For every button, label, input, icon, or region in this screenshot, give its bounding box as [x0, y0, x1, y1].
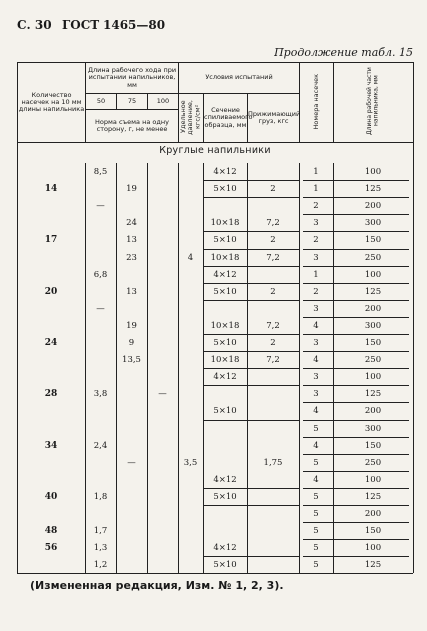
table-cell-l75: 19 [126, 320, 137, 331]
table-continuation: Продолжение табл. 15 [274, 46, 413, 59]
table-cell-l100: — [158, 389, 167, 400]
table-cell-load: 7,2 [266, 252, 280, 263]
table-cell-len: 150 [364, 235, 382, 246]
row-rule [303, 317, 409, 318]
row-rule [303, 437, 409, 438]
section-title: Круглые напильники [159, 145, 271, 156]
table-cell-l50: 6,8 [93, 269, 108, 280]
table-cell-l75: 24 [126, 218, 137, 229]
table-cell-count: 56 [44, 543, 58, 554]
table-cell-l50: 1,7 [93, 526, 108, 537]
table-cell-load: 2 [270, 338, 276, 348]
table-cell-count: 48 [44, 526, 58, 537]
table-cell-section: 5×10 [213, 286, 237, 297]
table-cell-len: 150 [364, 440, 382, 451]
row-rule [203, 556, 299, 557]
row-rule [303, 334, 409, 335]
row-rule [303, 471, 409, 472]
table-cell-num: 5 [313, 560, 319, 571]
row-rule [303, 420, 409, 421]
row-rule [203, 197, 299, 198]
row-rule [203, 488, 299, 489]
table-cell-len: 125 [364, 389, 382, 400]
table-cell-num: 4 [313, 355, 319, 366]
header-length-75: 75 [117, 94, 148, 110]
row-rule [303, 556, 409, 557]
table-cell-num: 5 [313, 423, 319, 434]
table-cell-num: 5 [313, 457, 319, 468]
table-cell-num: 3 [313, 218, 319, 229]
table-cell-len: 200 [364, 406, 382, 417]
table-cell-l75: 13,5 [122, 355, 141, 366]
header-length-100: 100 [148, 94, 179, 110]
table-cell-len: 125 [364, 560, 382, 571]
row-rule [203, 368, 299, 369]
table-cell-num: 3 [313, 372, 319, 383]
table-cell-len: 200 [364, 303, 382, 314]
gost-label: ГОСТ [62, 18, 100, 32]
table-cell-pressure: 4 [187, 252, 194, 263]
table-cell-section: 10×18 [210, 218, 240, 229]
table-cell-section: 10×18 [210, 320, 240, 331]
table-cell-section: 4×12 [213, 269, 237, 280]
table-cell-len: 300 [364, 423, 382, 434]
table-cell-section: 5×10 [213, 406, 237, 417]
row-rule [303, 385, 409, 386]
header-cut-numbers: Номера насечек [300, 63, 334, 143]
table-cell-num: 3 [313, 389, 319, 400]
row-rule [203, 300, 299, 301]
row-rule [203, 573, 299, 574]
table-cell-count: 24 [44, 338, 58, 348]
table-cell-section: 5×10 [213, 235, 237, 246]
table-cell-num: 1 [313, 269, 319, 280]
table-cell-pressure: 3,5 [183, 457, 198, 468]
column-rule [178, 163, 179, 573]
table-cell-len: 125 [364, 184, 382, 195]
row-rule [203, 180, 299, 181]
table-cell-count: 20 [44, 286, 58, 297]
table-cell-len: 100 [364, 269, 382, 280]
table-cell-num: 5 [313, 491, 319, 502]
row-rule [303, 539, 409, 540]
table-cell-num: 5 [313, 543, 319, 554]
table-cell-num: 5 [313, 526, 319, 537]
table-cell-len: 125 [364, 491, 382, 502]
header-working-length: Длина рабочего хода при испытании напильников, мм [86, 63, 179, 94]
row-rule [303, 231, 409, 232]
table-cell-l75: 13 [126, 286, 137, 297]
table-cell-load: 2 [270, 235, 276, 246]
row-rule [303, 300, 409, 301]
header-load: Прижимающий груз, кгс [248, 94, 300, 143]
table-cell-num: 1 [313, 167, 319, 177]
table-cell-load: 2 [270, 184, 276, 195]
table-cell-l50: 8,5 [93, 167, 108, 177]
table-cell-num: 5 [313, 509, 319, 519]
table-cell-l75: — [127, 457, 136, 468]
table-cell-num: 4 [313, 406, 319, 417]
table-cell-load: 7,2 [266, 355, 280, 366]
header-working-part-length: Длина рабочей части напильника, мм [334, 63, 414, 143]
table-cell-count: 34 [44, 440, 58, 451]
column-rule [413, 143, 414, 573]
table-cell-l75: 13 [126, 235, 137, 246]
table-cell-section: 5×10 [213, 338, 237, 348]
column-rule [17, 143, 18, 573]
row-rule [303, 522, 409, 523]
table-cell-len: 100 [364, 474, 382, 485]
table-cell-l50: 1,3 [93, 543, 108, 554]
header-file-count: Количество насечек на 10 мм длины напильника [18, 63, 86, 143]
table-cell-len: 200 [364, 509, 382, 519]
table-cell-len: 300 [364, 218, 382, 229]
table-cell-num: 2 [313, 201, 319, 212]
header-removal-norm: Норма съема на одну сторону, г, не менее [86, 110, 179, 143]
row-rule [303, 368, 409, 369]
table-cell-len: 250 [364, 355, 382, 366]
table-cell-num: 3 [313, 303, 319, 314]
table-cell-section: 10×18 [210, 252, 240, 263]
row-rule [203, 420, 299, 421]
table-cell-l50: 1,2 [93, 560, 108, 571]
table-cell-load: 7,2 [266, 218, 280, 229]
amendment-note: (Измененная редакция, Изм. № 1, 2, 3). [30, 579, 284, 592]
table-cell-l75: 9 [128, 338, 135, 348]
table-cell-num: 4 [313, 474, 319, 485]
table-cell-len: 100 [364, 372, 382, 383]
table-cell-len: 100 [364, 543, 382, 554]
table-cell-len: 150 [364, 338, 382, 348]
table-cell-l50: — [96, 303, 105, 314]
table-cell-count: 14 [44, 184, 58, 195]
row-rule [303, 214, 409, 215]
row-rule [303, 505, 409, 506]
table-cell-l50: 3,8 [93, 389, 108, 400]
column-rule [147, 163, 148, 573]
table-cell-l50: 2,4 [93, 440, 108, 451]
gost-number: 1465—80 [103, 18, 166, 32]
table-cell-section: 4×12 [213, 474, 237, 485]
row-rule [303, 283, 409, 284]
row-rule [303, 197, 409, 198]
row-rule [303, 180, 409, 181]
table-cell-num: 3 [313, 338, 319, 348]
table-cell-section: 5×10 [213, 560, 237, 571]
table-cell-load: 1,75 [263, 457, 283, 468]
row-rule [203, 249, 299, 250]
table-cell-l75: 19 [126, 184, 137, 195]
table-cell-num: 4 [313, 320, 319, 331]
table-header [17, 62, 414, 143]
row-rule [303, 454, 409, 455]
table-body [17, 143, 413, 575]
row-rule [203, 334, 299, 335]
table-cell-num: 3 [313, 252, 319, 263]
table-cell-len: 100 [364, 167, 382, 177]
row-rule [203, 266, 299, 267]
table-cell-num: 2 [313, 286, 319, 297]
row-rule [203, 231, 299, 232]
table-cell-count: 17 [44, 235, 58, 246]
row-rule [303, 266, 409, 267]
header-test-conditions: Условия испытаний [179, 63, 300, 94]
row-rule [303, 488, 409, 489]
row-rule [203, 351, 299, 352]
header-length-50: 50 [86, 94, 117, 110]
table-cell-len: 125 [364, 286, 382, 297]
header-section: Сечение спиливаемого образца, мм [204, 94, 248, 143]
table-cell-len: 150 [364, 526, 382, 537]
table-cell-len: 250 [364, 252, 382, 263]
header-pressure: Удельное давление, кгс/см² [179, 94, 204, 143]
table-cell-num: 2 [313, 235, 319, 246]
table-cell-section: 4×12 [213, 543, 237, 554]
table-cell-len: 250 [364, 457, 382, 468]
table-cell-count: 28 [44, 389, 58, 400]
table-cell-load: 7,2 [266, 320, 280, 331]
row-rule [203, 505, 299, 506]
row-rule [303, 402, 409, 403]
row-rule [203, 385, 299, 386]
table-cell-section: 4×12 [213, 372, 237, 383]
row-rule [303, 573, 409, 574]
table-cell-section: 4×12 [213, 167, 237, 177]
table-cell-count: 40 [44, 491, 58, 502]
row-rule [303, 351, 409, 352]
table-cell-l75: 23 [126, 252, 137, 263]
column-rule [85, 163, 86, 573]
table-cell-len: 200 [364, 201, 382, 212]
table-cell-l50: — [96, 201, 105, 212]
table-cell-section: 5×10 [213, 184, 237, 195]
table-cell-l50: 1,8 [93, 491, 108, 502]
table-cell-num: 4 [313, 440, 319, 451]
row-rule [303, 249, 409, 250]
table-cell-section: 5×10 [213, 491, 237, 502]
table-cell-section: 10×18 [210, 355, 240, 366]
table-cell-len: 300 [364, 320, 382, 331]
table-cell-load: 2 [270, 286, 276, 297]
row-rule [203, 283, 299, 284]
page-number: С. 30 [17, 18, 52, 32]
table-cell-num: 1 [313, 184, 319, 195]
